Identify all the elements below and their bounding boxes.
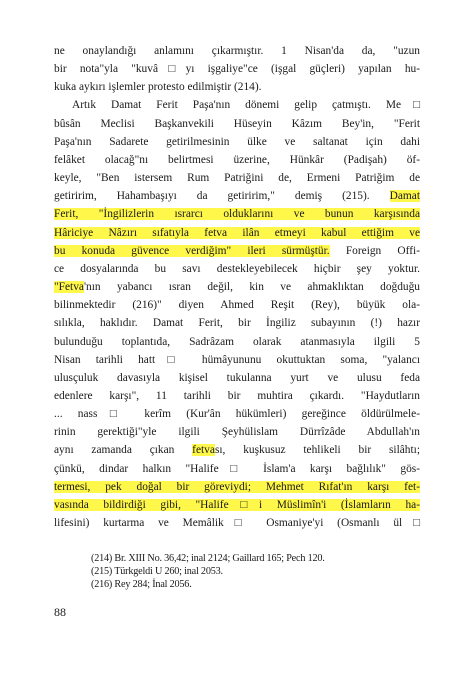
text-line: bir nota"yla "kuvâ□yı işgaliye"ce (işgal güçleri) yapılan hu-: [54, 63, 420, 76]
text-line: Nisan tarihli hatt□ hümâyununu okuttuktan soma, "yalancı: [54, 353, 420, 366]
text-line: ulusçuluk davasıyla kişisel tukulanna yurt ve ulusu feda: [54, 371, 420, 384]
text-line: bulunduğu toplantıda, Sadrâzam olarak atanmasıyla ilgili 5: [54, 335, 420, 348]
text-line: "Fetva'nın yabancı ısran değil, kin ve ahmaklıktan doğduğu: [54, 281, 420, 294]
highlighted-text: fetva: [192, 444, 215, 457]
highlighted-text: vasında bildirdiği gibi, "Halife□i Müslimîn'i (İslamların ha-: [54, 498, 420, 511]
text-line: çünkü, dindar halkın "Halife□ İslam'a karşı bağlılık" gös-: [54, 462, 420, 475]
text-line: lifesini) kurtarma ve Memâlik□ Osmaniye'yi (Osmanlı ül□: [54, 517, 420, 530]
text-line: edenlere karşı", 11 tarihli bir muhtira çıkardı. "Haydutların: [54, 389, 420, 402]
text-line: [54, 224, 420, 242]
footnotes: [91, 552, 411, 591]
footnote: (214) Br. XIII No. 36,42; inal 2124; Gaillard 165; Pech 120.: [91, 553, 325, 564]
highlighted-text: Damat: [389, 190, 420, 203]
text-line: ... nass□ kerîm (Kur'ân hükümleri) gereğince öldürülmele-: [54, 408, 420, 421]
text-line: ne onaylandığı anlamını çıkarmıştır. 1 Nisan'da da, "uzun: [54, 45, 420, 57]
text-line: rinin gerektiği"yle ilgili Şeyhülislam Dürrîzâde Abdullah'ın: [54, 426, 420, 439]
text-line: kuka aykırı işlemler protesto edilmiştir (214).: [54, 81, 262, 94]
text-line: [54, 478, 420, 496]
text-line: [54, 205, 420, 223]
text-line: Paşa'nın Sadarete getirilmesinin ülke ve saltanat için dahi: [54, 135, 420, 148]
highlighted-text: termesi, pek doğal bir göreviydi; Mehmet Rıfat'ın karşı fet-: [54, 480, 420, 493]
text-line: felâket olacağ"nı belirtmesi üzerine, Hünkâr (Padişah) öf-: [54, 153, 420, 166]
footnote: (216) Rey 284; İnal 2056.: [91, 579, 192, 590]
text-line: sılıkla, haklıdır. Damat Ferit, bir İngiliz subayının (!) hazır: [54, 317, 420, 330]
text-line: keyle, "Ben istersem Rum Patriğini de, Ermeni Patriğim de: [54, 172, 420, 185]
highlighted-text: ": [54, 281, 59, 294]
highlighted-text: Fetva: [58, 281, 84, 294]
highlighted-text: Hâriciye Nâzırı sıfatıyla fetva ilân etmeyi kabul ettiğim ve: [54, 226, 420, 239]
text-line: bûsân Meclisi Başkanvekili Hüseyin Kâzım Bey'in, "Ferit: [54, 117, 420, 130]
footnote: (215) Türkgeldi U 260; inal 2053.: [91, 566, 223, 577]
text-line: [54, 496, 420, 514]
text-line: bu konuda güvence verdiğim" ileri sürmüştür. Foreign Offi-: [54, 244, 420, 257]
text-line: aynı zamanda çıkan fetvası, kuşkusuz tehlikeli bir silâhtı;: [54, 444, 420, 457]
body-text: [54, 42, 420, 532]
highlighted-text: bu konuda güvence verdiğim" ileri sürmüştür.: [54, 244, 330, 257]
page-number: 88: [54, 605, 66, 619]
highlighted-text: Ferit, "İngilizlerin ısrarcı olduklarını ve bunun karşısında: [54, 208, 420, 221]
text-line: bilinmektedir (216)" diyen Ahmed Reşit (Rey), büyük ola-: [54, 299, 420, 312]
text-line: Artık Damat Ferit Paşa'nın dönemi gelip çatmıştı. Me□: [72, 99, 420, 112]
text-line: ce dosyalarında bu savı destekleyebilecek hiçbir şey yoktur.: [54, 262, 420, 275]
text-line: getiririm, Hahambaşıyı da getiririm," demiş (215). Damat: [54, 190, 420, 203]
